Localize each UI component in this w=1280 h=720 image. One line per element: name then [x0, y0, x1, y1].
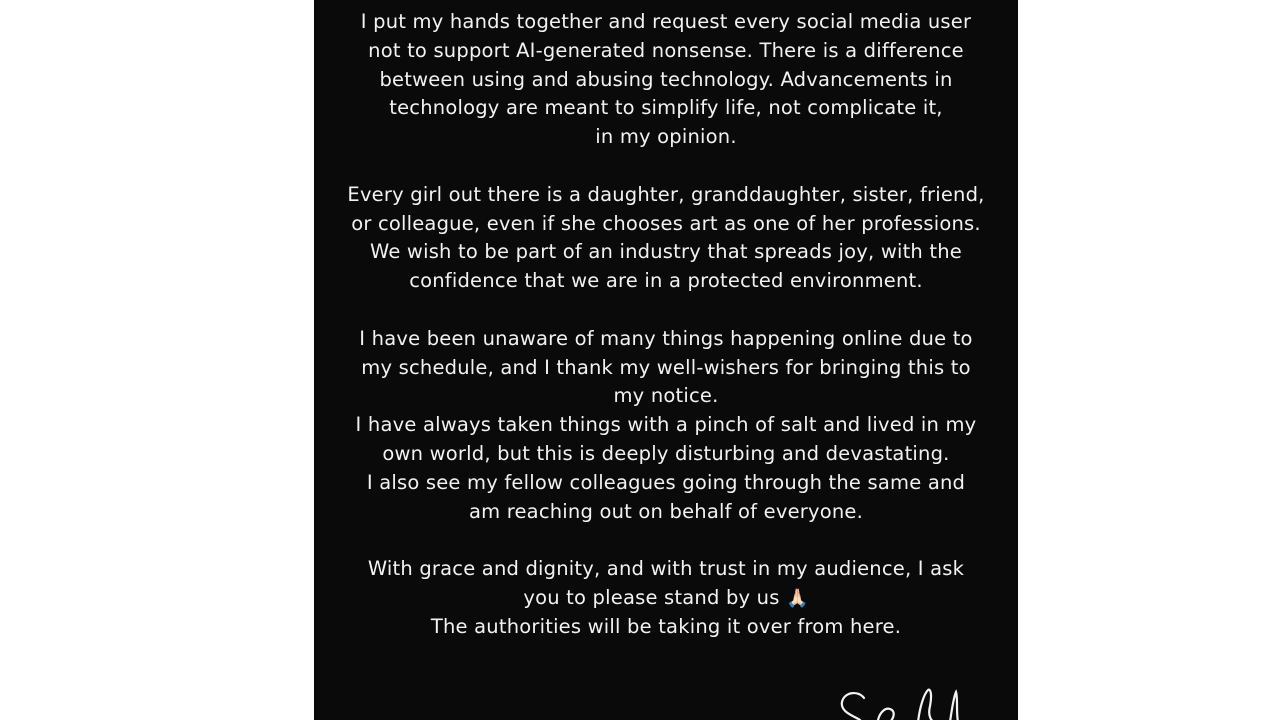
statement-panel	[314, 0, 1018, 720]
paragraph-line: I have always taken things with a pinch of salt and lived in my	[355, 413, 977, 437]
statement-text	[314, 8, 1018, 670]
paragraph-line: my notice.	[613, 384, 719, 408]
paragraph-line: in my opinion.	[595, 125, 737, 149]
paragraph-line: I have been unaware of many things happening online due to	[359, 326, 973, 350]
paragraph-line: own world, but this is deeply disturbing and devastating.	[382, 441, 950, 465]
paragraph-3	[314, 325, 1018, 527]
paragraph-line-with-emoji	[314, 584, 1018, 613]
paragraph-line: We wish to be part of an industry that spreads joy, with the	[370, 240, 962, 264]
paragraph-2	[314, 181, 1018, 296]
paragraph-line: am reaching out on behalf of everyone.	[468, 499, 864, 523]
paragraph-line: not to support AI-generated nonsense. There is a difference	[368, 38, 964, 62]
paragraph-line: confidence that we are in a protected environment.	[409, 269, 923, 293]
paragraph-line: The authorities will be taking it over from here.	[430, 614, 902, 638]
paragraph-line-text: you to please stand by us	[523, 585, 780, 609]
paragraph-line: Every girl out there is a daughter, granddaughter, sister, friend,	[347, 182, 985, 206]
paragraph-line: I put my hands together and request every social media user	[360, 10, 972, 33]
paragraph-4	[314, 555, 1018, 641]
paragraph-line: between using and abusing technology. Advancements in	[379, 67, 953, 91]
handwritten-signature-icon	[834, 676, 1018, 720]
paragraph-line: my schedule, and I thank my well-wishers for bringing this to	[361, 355, 971, 379]
folded-hands-emoji-icon: 🙏🏻	[786, 587, 809, 609]
paragraph-line: technology are meant to simplify life, not complicate it,	[389, 96, 943, 120]
paragraph-line: With grace and dignity, and with trust in my audience, I ask	[367, 557, 965, 581]
paragraph-1	[314, 8, 1018, 152]
paragraph-line: I also see my fellow colleagues going through the same and	[366, 470, 966, 494]
paragraph-line: or colleague, even if she chooses art as one of her professions.	[351, 211, 981, 235]
